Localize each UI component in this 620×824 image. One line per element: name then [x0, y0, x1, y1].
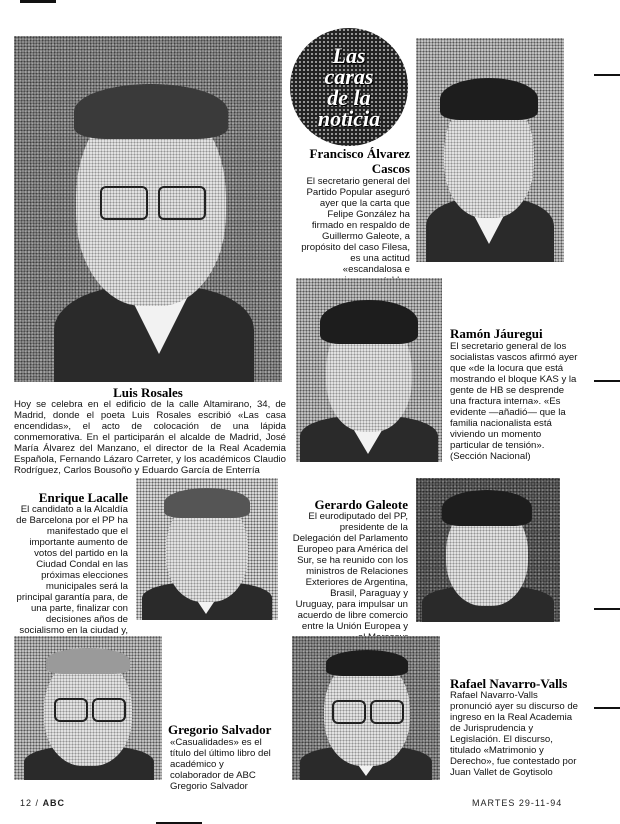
margin-mark: [594, 74, 620, 76]
name-francisco-alvarez-cascos: Francisco Álvarez Cascos: [309, 146, 410, 176]
photo-luis-rosales: [14, 36, 282, 382]
text-gregorio-salvador: «Casualidades» es el título del último libro del académico y colaborador de ABC Gregorio Salvador: [170, 737, 271, 792]
photo-gregorio-salvador: [14, 636, 162, 780]
photo-gerardo-galeote: [416, 478, 560, 622]
text-ramon-jauregui: El secretario general de los socialistas vascos afirmó ayer que «de la locura que está mostrando el bloque KAS y la gente de HB se desprende una fractura interna». «Es evidente —añadió— que la familia nacionalista está viviendo un momento particular de tensión». (Sección Nacional): [450, 341, 578, 462]
brand-abc: ABC: [42, 798, 66, 808]
text-enrique-lacalle: El candidato a la Alcaldía de Barcelona por el PP ha manifestado que el importante aumento de votos del partido en la Ciudad Condal en las próximas elecciones municipales será la principal garantía para, de una parte, finalizar con decisiones años de socialismo en la ciudad y,: [16, 504, 128, 636]
margin-mark: [594, 380, 620, 382]
footer-page-number: 12 / ABC: [20, 798, 66, 808]
las-caras-de-la-noticia-badge: Las caras de la noticia: [290, 28, 408, 146]
photo-francisco-alvarez-cascos: [416, 38, 564, 262]
page-number: 12: [20, 798, 33, 808]
name-ramon-jauregui: Ramón Jáuregui: [450, 326, 543, 341]
name-rafael-navarro-valls: Rafael Navarro-Valls: [450, 676, 568, 691]
text-gerardo-galeote: El eurodiputado del PP, presidente de la Delegación del Parlamento Europeo para América del Sur, se ha reunido con los ministros de Relaciones Exteriores de Argentina, Brasil, Paraguay y Uruguay, para impulsar un acuerdo de libre comercio entre la Unión Europea y: [292, 511, 408, 632]
top-rule: [20, 0, 56, 3]
photo-enrique-lacalle: [136, 478, 278, 620]
name-enrique-lacalle: Enrique Lacalle: [38, 490, 128, 505]
photo-ramon-jauregui: [296, 278, 442, 462]
name-gerardo-galeote: Gerardo Galeote: [314, 497, 408, 512]
text-francisco-alvarez-cascos: El secretario general del Partido Popular aseguró ayer que la carta que Felipe González ha firmado en respaldo de Guillermo Galeote, a propósito del caso Filesa, es una actitud «escandalosa e: [301, 176, 410, 275]
name-luis-rosales: Luis Rosales: [113, 385, 183, 400]
text-luis-rosales: Hoy se celebra en el edificio de la calle Altamirano, 34, de Madrid, donde el poeta Luis Rosales escribió «Las casa encendidas», el acto de colocación de una lápida conmemorativa. En el participarán el alcalde de Madrid, José María Álvarez del Manzano, el director de la Real Academia Española, Fernando Lázaro Carreter, y los académicos Claudio Rodríguez, Carlos Bousoño y Eduardo García de Enterría: [14, 399, 286, 476]
margin-mark: [594, 707, 620, 709]
name-gregorio-salvador: Gregorio Salvador: [168, 722, 272, 737]
photo-rafael-navarro-valls: [292, 636, 440, 780]
margin-mark: [594, 608, 620, 610]
footer-date: MARTES 29-11-94: [472, 798, 563, 808]
text-rafael-navarro-valls: Rafael Navarro-Valls pronunció ayer su discurso de ingreso en la Real Academia de Jurisprudencia y Legislación. El discurso, titulado «Matrimonio y Derecho», fue contestado por Juan Vallet de Goytisolo: [450, 690, 578, 778]
